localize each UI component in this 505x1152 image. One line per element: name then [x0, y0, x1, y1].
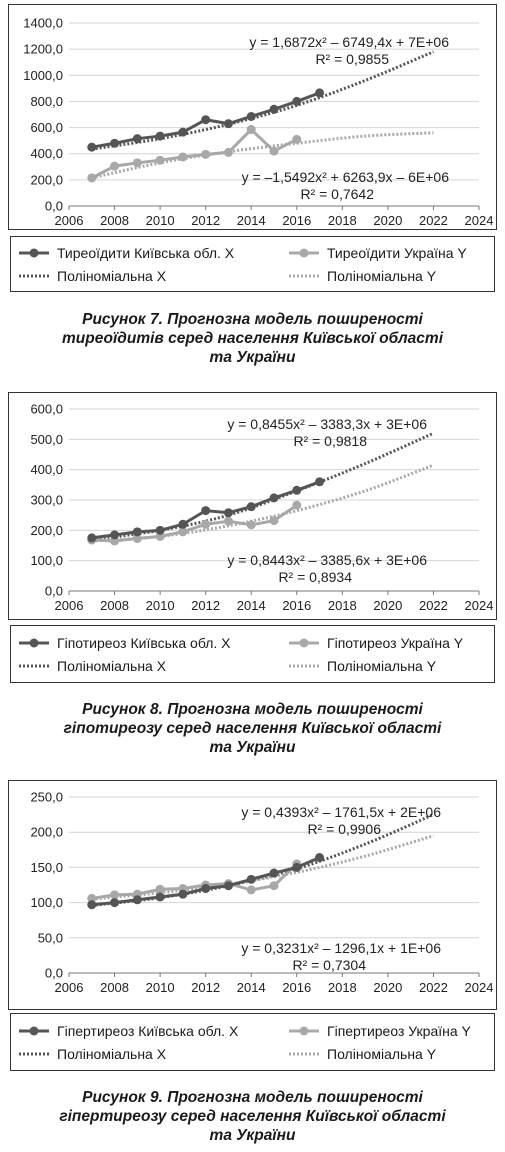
caption-line: тиреоїдитів серед населення Київської області: [61, 330, 443, 347]
data-point-y: [247, 885, 256, 894]
data-point-x: [110, 139, 119, 148]
data-point-y: [270, 147, 279, 156]
data-point-x: [270, 493, 279, 502]
data-point-x: [224, 508, 233, 517]
legend-marker-y-icon: [287, 637, 321, 649]
legend-label-trend-y: Поліноміальна Y: [327, 268, 437, 284]
legend-label-x: Тиреоїдити Київська обл. X: [57, 245, 235, 261]
chart-9: [9, 781, 496, 1009]
y-tick-label: 800,0: [30, 93, 63, 109]
data-point-x: [156, 892, 165, 901]
trend-equation-x: y = 0,4393x² – 1761,5x + 2E+06: [241, 804, 441, 820]
data-point-x: [292, 97, 301, 106]
y-tick-label: 200,0: [30, 824, 63, 840]
series-line-y: [92, 505, 297, 541]
data-point-y: [110, 162, 119, 171]
y-tick-label: 1200,0: [23, 41, 63, 57]
legend-marker-x-icon: [17, 247, 51, 259]
data-point-x: [178, 890, 187, 899]
caption-line: та України: [209, 1127, 296, 1144]
data-point-x: [270, 105, 279, 114]
x-tick-label: 2010: [145, 980, 175, 995]
data-point-y: [133, 158, 142, 167]
r-squared-y: R² = 0,7642: [300, 186, 374, 202]
y-tick-label: 0,0: [44, 583, 63, 599]
data-point-y: [156, 156, 165, 165]
x-tick-label: 2012: [191, 213, 221, 228]
legend-label-trend-x: Поліноміальна X: [57, 658, 167, 674]
legend-marker-x-icon: [17, 1025, 51, 1037]
caption-7: [0, 310, 505, 367]
data-point-x: [156, 132, 165, 141]
legend-label-x: Гіпертиреоз Київська обл. X: [57, 1023, 239, 1039]
x-tick-label: 2016: [282, 213, 312, 228]
x-tick-label: 2024: [464, 980, 494, 995]
y-tick-label: 150,0: [30, 859, 63, 875]
y-tick-label: 50,0: [37, 930, 63, 946]
data-point-y: [270, 516, 279, 525]
data-point-x: [201, 115, 210, 124]
x-tick-label: 2022: [418, 598, 448, 613]
data-point-x: [133, 134, 142, 143]
legend-label-x: Гіпотиреоз Київська обл. X: [57, 635, 231, 651]
caption-8: [0, 700, 505, 757]
x-tick-label: 2016: [282, 598, 312, 613]
x-tick-label: 2016: [282, 980, 312, 995]
series-line-y: [92, 864, 297, 898]
x-tick-label: 2018: [327, 213, 357, 228]
data-point-y: [110, 890, 119, 899]
x-tick-label: 2008: [100, 598, 130, 613]
trend-equation-y: y = 0,8443x² – 3385,6x + 3E+06: [227, 552, 427, 568]
data-point-y: [270, 881, 279, 890]
data-point-x: [315, 477, 324, 486]
legend-label-trend-y: Поліноміальна Y: [327, 1046, 437, 1062]
legend-item-y: [287, 1023, 471, 1039]
data-point-x: [224, 119, 233, 128]
data-point-y: [156, 885, 165, 894]
data-point-x: [110, 530, 119, 539]
legend-label-y: Гіпертиреоз Україна Y: [327, 1023, 471, 1039]
data-point-x: [247, 502, 256, 511]
x-tick-label: 2024: [464, 213, 494, 228]
y-tick-label: 500,0: [30, 431, 63, 447]
legend-8: [10, 625, 495, 683]
legend-9: [10, 1013, 495, 1071]
y-tick-label: 300,0: [30, 492, 63, 508]
data-point-y: [224, 148, 233, 157]
caption-line: Рисунок 9. Прогнозна модель поширеності: [82, 1089, 423, 1106]
data-point-x: [87, 900, 96, 909]
data-point-y: [178, 152, 187, 161]
legend-item-x: [17, 635, 231, 651]
y-tick-label: 200,0: [30, 172, 63, 188]
y-tick-label: 200,0: [30, 522, 63, 538]
data-point-x: [201, 884, 210, 893]
x-tick-label: 2018: [327, 980, 357, 995]
legend-label-trend-y: Поліноміальна Y: [327, 658, 437, 674]
trend-equation-x: y = 0,8455x² – 3383,3x + 3E+06: [227, 416, 427, 432]
r-squared-y: R² = 0,7304: [292, 957, 366, 973]
legend-item-trend-y: [287, 1046, 436, 1062]
caption-9: [0, 1088, 505, 1145]
y-tick-label: 1000,0: [23, 67, 63, 83]
legend-dotted-x-icon: [17, 660, 51, 672]
legend-marker-x-icon: [17, 637, 51, 649]
x-tick-label: 2020: [373, 213, 403, 228]
data-point-x: [315, 88, 324, 97]
data-point-x: [133, 527, 142, 536]
legend-label-y: Гіпотиреоз Україна Y: [327, 635, 464, 651]
x-tick-label: 2006: [54, 980, 84, 995]
y-tick-label: 0,0: [44, 965, 63, 981]
chart-frame-9: [8, 780, 497, 1010]
caption-line: Рисунок 8. Прогнозна модель поширеності: [82, 701, 423, 718]
data-point-y: [292, 501, 301, 510]
data-point-y: [201, 150, 210, 159]
caption-line: Рисунок 7. Прогнозна модель поширеності: [82, 311, 423, 328]
chart-frame-7: [8, 4, 497, 230]
chart-7: [9, 5, 496, 229]
caption-line: гіпертиреозу серед населення Київської області: [59, 1108, 446, 1125]
x-tick-label: 2012: [191, 598, 221, 613]
legend-label-trend-x: Поліноміальна X: [57, 268, 167, 284]
data-point-x: [201, 506, 210, 515]
x-tick-label: 2020: [373, 598, 403, 613]
r-squared-x: R² = 0,9855: [315, 51, 389, 67]
data-point-x: [270, 869, 279, 878]
r-squared-x: R² = 0,9906: [307, 821, 381, 837]
legend-dotted-y-icon: [287, 660, 321, 672]
y-tick-label: 100,0: [30, 895, 63, 911]
legend-dotted-x-icon: [17, 270, 51, 282]
caption-line: гіпотиреозу серед населення Київської області: [63, 720, 442, 737]
data-point-y: [224, 517, 233, 526]
data-point-y: [201, 520, 210, 529]
data-point-y: [292, 135, 301, 144]
x-tick-label: 2006: [54, 213, 84, 228]
data-point-y: [247, 520, 256, 529]
x-tick-label: 2014: [236, 213, 266, 228]
data-point-x: [224, 881, 233, 890]
x-tick-label: 2018: [327, 598, 357, 613]
data-point-x: [87, 533, 96, 542]
legend-item-y: [287, 245, 467, 261]
y-tick-label: 100,0: [30, 553, 63, 569]
data-point-x: [292, 486, 301, 495]
legend-label-trend-x: Поліноміальна X: [57, 1046, 167, 1062]
data-point-x: [292, 863, 301, 872]
x-tick-label: 2012: [191, 980, 221, 995]
x-tick-label: 2022: [418, 980, 448, 995]
data-point-x: [247, 875, 256, 884]
legend-label-y: Тиреоїдити Україна Y: [327, 245, 467, 261]
x-tick-label: 2014: [236, 598, 266, 613]
r-squared-y: R² = 0,8934: [278, 569, 352, 585]
legend-dotted-x-icon: [17, 1048, 51, 1060]
chart-8: [9, 393, 496, 619]
legend-item-x: [17, 245, 234, 261]
x-tick-label: 2010: [145, 598, 175, 613]
x-tick-label: 2020: [373, 980, 403, 995]
chart-frame-8: [8, 392, 497, 620]
legend-marker-y-icon: [287, 1025, 321, 1037]
legend-item-x: [17, 1023, 238, 1039]
data-point-x: [110, 898, 119, 907]
y-tick-label: 600,0: [30, 401, 63, 417]
legend-item-trend-x: [17, 1046, 166, 1062]
data-point-x: [156, 526, 165, 535]
y-tick-label: 0,0: [44, 198, 63, 214]
y-tick-label: 250,0: [30, 789, 63, 805]
legend-dotted-y-icon: [287, 1048, 321, 1060]
legend-marker-y-icon: [287, 247, 321, 259]
data-point-x: [178, 128, 187, 137]
data-point-x: [315, 853, 324, 862]
trend-equation-x: y = 1,6872x² – 6749,4x + 7E+06: [249, 34, 449, 50]
x-tick-label: 2008: [100, 213, 130, 228]
legend-item-trend-x: [17, 658, 166, 674]
data-point-x: [87, 143, 96, 152]
x-tick-label: 2022: [418, 213, 448, 228]
legend-item-trend-y: [287, 268, 436, 284]
x-tick-label: 2006: [54, 598, 84, 613]
caption-line: та України: [209, 349, 296, 366]
data-point-y: [247, 125, 256, 134]
data-point-x: [178, 520, 187, 529]
trend-equation-y: y = 0,3231x² – 1296,1x + 1E+06: [241, 940, 441, 956]
x-tick-label: 2008: [100, 980, 130, 995]
y-tick-label: 600,0: [30, 120, 63, 136]
data-point-x: [247, 112, 256, 121]
legend-dotted-y-icon: [287, 270, 321, 282]
x-tick-label: 2024: [464, 598, 494, 613]
data-point-x: [133, 895, 142, 904]
legend-item-y: [287, 635, 463, 651]
legend-7: [10, 236, 495, 292]
y-tick-label: 400,0: [30, 462, 63, 478]
x-tick-label: 2014: [236, 980, 266, 995]
legend-item-trend-x: [17, 268, 166, 284]
data-point-y: [87, 173, 96, 182]
trend-equation-y: y = –1,5492x² + 6263,9x – 6E+06: [241, 169, 449, 185]
caption-line: та України: [209, 739, 296, 756]
x-tick-label: 2010: [145, 213, 175, 228]
r-squared-x: R² = 0,9818: [293, 433, 367, 449]
y-tick-label: 400,0: [30, 146, 63, 162]
legend-item-trend-y: [287, 658, 436, 674]
y-tick-label: 1400,0: [23, 15, 63, 31]
